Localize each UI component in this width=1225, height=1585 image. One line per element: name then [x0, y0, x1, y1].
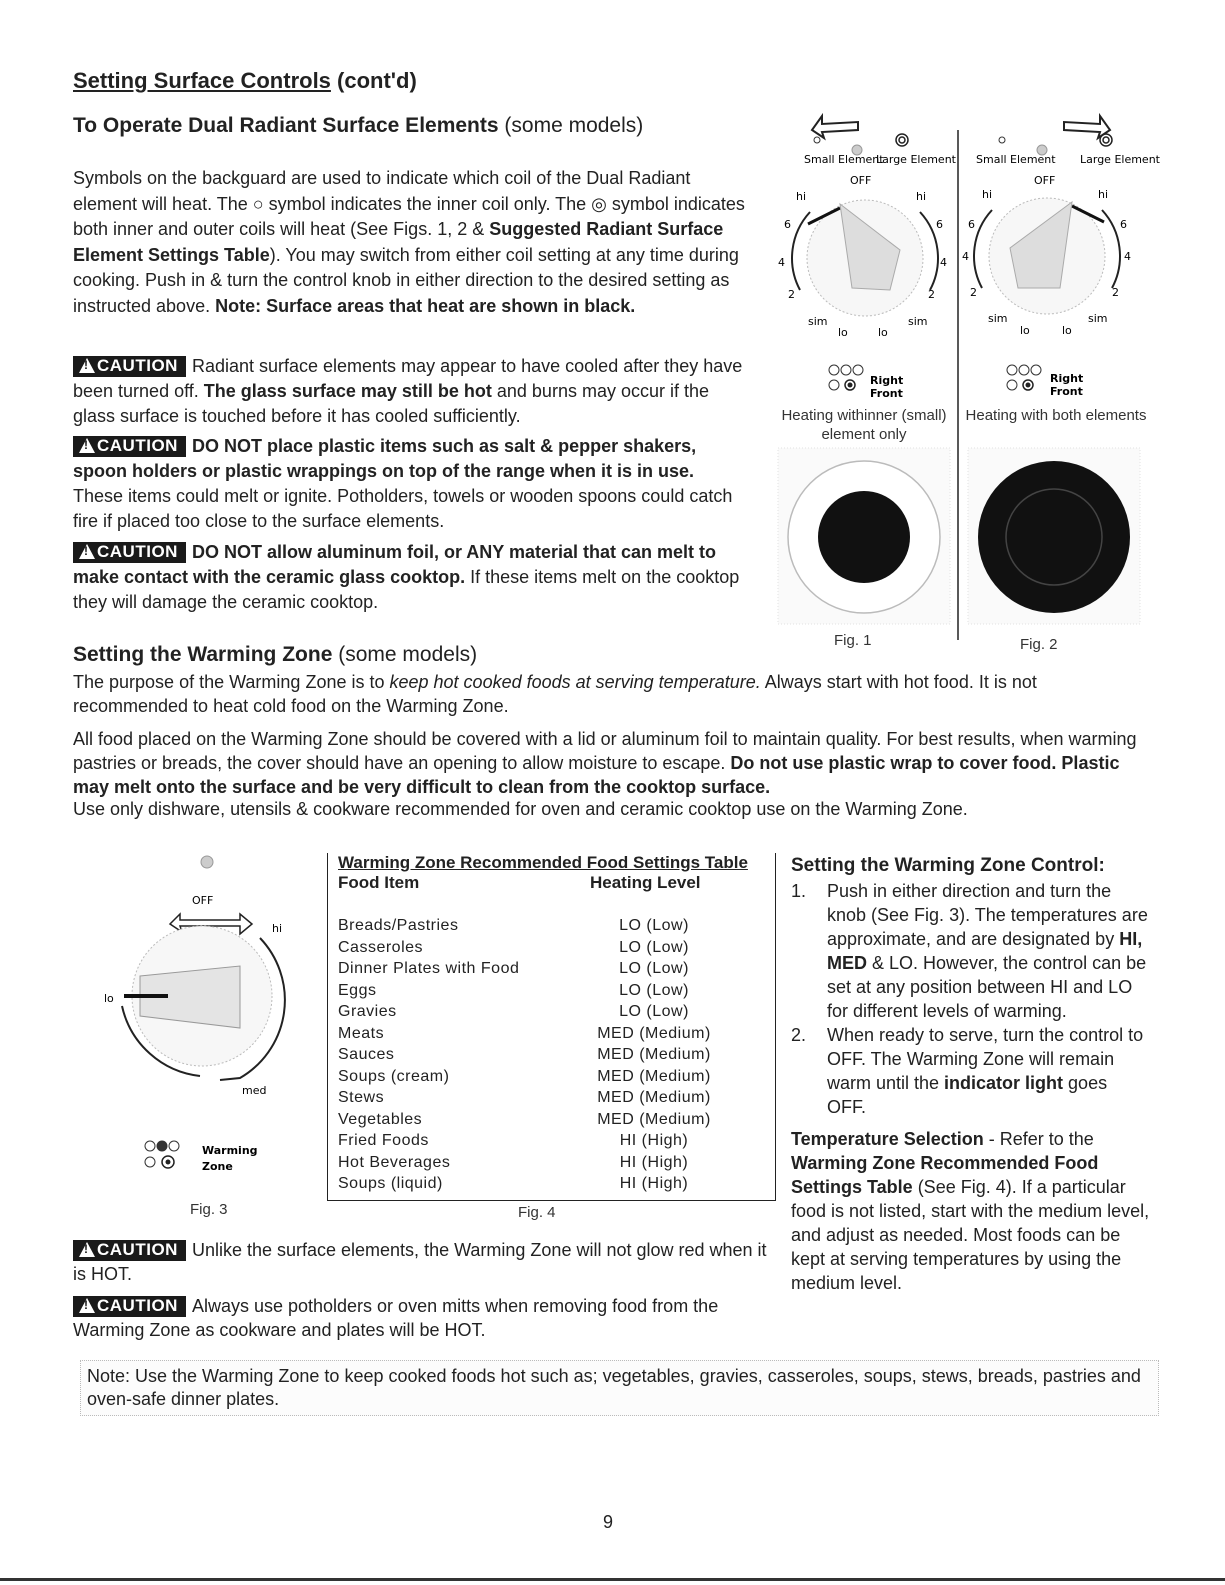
warming-label: Warming [202, 1144, 258, 1157]
small-label: Small Element [804, 153, 884, 166]
caution-badge: !CAUTION [73, 542, 186, 563]
two-left: 2 [788, 288, 795, 301]
fig2-both-coils [978, 461, 1130, 613]
warming-paragraph-1: The purpose of the Warming Zone is to keep hot cooked foods at serving temperature. Always start with hot food. It is not recommended to heat cold food on the Warming Zone. [73, 672, 1037, 716]
heating-level: HI (High) [619, 1153, 689, 1171]
heating-level: LO (Low) [619, 1003, 689, 1020]
hi-left: hi [796, 190, 807, 203]
dual-title-normal: (some models) [504, 114, 644, 137]
table-row [338, 937, 724, 959]
note-text: Note: Use the Warming Zone to keep cooked foods hot such as; vegetables, gravies, casseroles, soups, stews, breads, pastries and oven-safe dinner plates. [87, 1366, 1141, 1409]
table-row [338, 1130, 724, 1152]
left-arrow-icon [812, 116, 858, 138]
table-body [338, 915, 724, 1195]
small-label: Small Element [976, 153, 1056, 166]
warning-icon [79, 1298, 95, 1313]
table-title: Warming Zone Recommended Food Settings Table [338, 853, 748, 872]
table-row [338, 1001, 724, 1023]
fig2-label: Fig. 2 [1020, 636, 1058, 653]
table-row [338, 1066, 724, 1088]
heating-level: LO (Low) [619, 960, 689, 977]
off-label: OFF [850, 174, 872, 187]
large-label: Large Element [1080, 153, 1160, 166]
caution-5: !CAUTION Always use potholders or oven mitts when removing food from the Warming Zone as cookware and plates will be HOT. [73, 1294, 773, 1342]
fig2-caption: Heating with both elements [965, 407, 1147, 424]
six-left: 6 [784, 218, 791, 231]
front-label: Front [870, 387, 903, 400]
six-right: 6 [1120, 218, 1127, 231]
fig1-label: Fig. 1 [834, 632, 872, 649]
caution-3-bold: DO NOT allow aluminum foil, or ANY material that can melt to make contact with the ceramic glass cooktop. [73, 542, 717, 587]
heating-level: HI (High) [619, 1175, 689, 1192]
food-item: Gravies [338, 1003, 397, 1020]
dual-text-c: symbol indicates both inner and outer coils will heat (See Figs. 1, 2 & [73, 193, 745, 239]
two-left: 2 [970, 286, 977, 299]
food-item: Fried Foods [338, 1132, 429, 1149]
heating-level: MED (Medium) [597, 1110, 711, 1128]
lo-left: lo [1020, 324, 1030, 337]
med-label: med [242, 1084, 267, 1097]
off-label: OFF [192, 894, 214, 907]
food-item: Eggs [338, 981, 377, 999]
two-right: 2 [928, 288, 935, 301]
both-coils-icon [896, 134, 908, 146]
heating-level: LO (Low) [619, 981, 689, 999]
lo-right: lo [1062, 324, 1072, 337]
two-right: 2 [1112, 286, 1119, 299]
lo-label: lo [104, 992, 114, 1005]
lo-right: lo [878, 326, 888, 339]
section-heading [73, 68, 417, 94]
warming-paragraph-3: Use only dishware, utensils & cookware recommended for oven and ceramic cooktop use on the Warming Zone. [73, 799, 968, 819]
food-item: Soups (cream) [338, 1067, 450, 1085]
four-right: 4 [940, 256, 947, 269]
food-item: Meats [338, 1024, 385, 1042]
table-row [338, 1087, 724, 1109]
food-item: Sauces [338, 1046, 395, 1063]
table-row [338, 915, 724, 937]
dual-title-bold: To Operate Dual Radiant Surface Elements [73, 114, 499, 137]
caution-1-bold: The glass surface may still be hot [203, 381, 492, 401]
heating-level: MED (Medium) [597, 1046, 711, 1063]
dual-note: Note: Surface areas that heat are shown in black. [215, 295, 636, 316]
table-row [338, 1173, 724, 1195]
heating-level: HI (High) [619, 1132, 689, 1149]
both-coils-symbol: ◎ [591, 193, 607, 214]
caution-2-bold: DO NOT place plastic items such as salt & pepper shakers, spoon holders or plastic wrappings on top of the range when it is in use. [73, 436, 697, 481]
fig4-caption: Fig. 4 [518, 1204, 556, 1221]
section-suffix: (cont'd) [337, 68, 417, 93]
inner-coil-symbol: ○ [252, 193, 264, 214]
food-item: Dinner Plates with Food [338, 960, 520, 977]
warming-title [73, 643, 477, 667]
note-box [80, 1360, 1159, 1416]
table-row [338, 1044, 724, 1066]
indicator-icon [201, 856, 213, 868]
inner-coil-icon [814, 137, 820, 143]
dual-title [73, 114, 643, 138]
fig1-caption: Heating withinner (small) element only [781, 407, 947, 443]
caution-3 [73, 540, 743, 615]
warming-title-bold: Setting the Warming Zone [73, 643, 333, 666]
warming-table [327, 853, 776, 1201]
fig1-inner-coil [818, 491, 910, 583]
step-2: 2. When ready to serve, turn the control to OFF. The Warming Zone will remain warm until the indicator light goes OFF. [791, 1025, 1144, 1117]
food-item: Soups (liquid) [338, 1175, 443, 1192]
bottom-rule [0, 1578, 1225, 1581]
table-row [338, 1023, 724, 1045]
warning-icon [79, 544, 95, 559]
hi-label: hi [272, 922, 283, 935]
food-item: Stews [338, 1089, 385, 1106]
caution-badge: !CAUTION [73, 1296, 186, 1317]
caution-2-text: These items could melt or ignite. Potholders, towels or wooden spoons could catch fire if placed too close to the surface elements. [73, 486, 733, 531]
fig3-dial [90, 848, 310, 1218]
control-instructions [791, 854, 1151, 1295]
heating-level: MED (Medium) [597, 1089, 711, 1106]
dual-text-bold: Suggested Radiant Surface Element Settings Table [73, 219, 724, 265]
front-label: Front [1050, 385, 1083, 398]
temperature-selection: Temperature Selection - Refer to the Warming Zone Recommended Food Settings Table (See Fig. 4). If a particular food is not listed, start with the medium level, and adjust as needed. Most foods can be kept at serving temperatures by using the medium level. [791, 1129, 1150, 1293]
warning-icon [79, 1242, 95, 1257]
table-row [338, 980, 724, 1002]
caution-badge: !CAUTION [73, 356, 186, 377]
table-row [338, 1152, 724, 1174]
control-title: Setting the Warming Zone Control: [791, 855, 1105, 876]
lo-left: lo [838, 326, 848, 339]
four-right: 4 [1124, 250, 1131, 263]
dual-text-d: ). You may switch from either coil setting at any time during cooking. Push in & turn the control knob in either direction to the desired setting as instructed above. [73, 244, 739, 316]
section-title: Setting Surface Controls [73, 68, 331, 93]
dual-paragraph [73, 166, 748, 319]
warming-title-normal: (some models) [338, 643, 478, 666]
four-left: 4 [962, 250, 969, 263]
fig1-dial [778, 116, 957, 400]
off-label: OFF [1034, 174, 1056, 187]
heating-level: MED (Medium) [597, 1067, 711, 1085]
caution-1-text-2: and burns may occur if the glass surface is touched before it has cooled sufficiently. [73, 381, 709, 426]
warning-icon [79, 438, 95, 453]
fig2-dial [962, 116, 1161, 398]
hi-right: hi [916, 190, 927, 203]
heating-level: LO (Low) [619, 938, 689, 956]
caution-4: !CAUTION Unlike the surface elements, the Warming Zone will not glow red when it is HOT. [73, 1238, 773, 1286]
caution-1 [73, 354, 743, 429]
table-header [328, 873, 775, 893]
caution-badge: !CAUTION [73, 1240, 186, 1261]
caution-3-text: If these items melt on the cooktop they will damage the ceramic cooktop. [73, 567, 740, 612]
zone-label: Zone [202, 1160, 233, 1173]
four-left: 4 [778, 256, 785, 269]
right-label: Right [1050, 372, 1084, 385]
dual-text-a: Symbols on the backguard are used to indicate which coil of the Dual Radiant element will heat. The [73, 168, 691, 214]
caution-2 [73, 434, 743, 534]
sim-right: sim [908, 315, 928, 328]
page-number: 9 [603, 1512, 614, 1532]
food-item: Casseroles [338, 938, 424, 956]
sim-right: sim [1088, 312, 1108, 325]
dual-text-b: symbol indicates the inner coil only. The [263, 193, 592, 214]
fig3-caption: Fig. 3 [190, 1201, 228, 1218]
six-left: 6 [968, 218, 975, 231]
six-right: 6 [936, 218, 943, 231]
table-row [338, 1109, 724, 1131]
col-level: Heating Level [590, 873, 701, 892]
caution-badge: !CAUTION [73, 436, 186, 457]
col-food: Food Item [338, 873, 420, 892]
table-row [338, 958, 724, 980]
food-item: Vegetables [338, 1110, 423, 1128]
warning-icon [79, 358, 95, 373]
step-1: 1. Push in either direction and turn the knob (See Fig. 3). The temperatures are approximate, and are designated by HI, MED & LO. However, the control can be set at any position between HI and LO for different levels of warming. [791, 881, 1148, 1021]
warming-paragraph-2: All food placed on the Warming Zone should be covered with a lid or aluminum foil to maintain quality. For best results, when warming pastries or breads, the cover should have an opening to allow moisture to escape. Do not use plastic wrap to cover food. Plastic may melt onto the surface and be very difficult to clean from the cooktop surface. [73, 729, 1137, 797]
sim-left: sim [808, 315, 828, 328]
large-label: Large Element [876, 153, 956, 166]
caution-1-text: Radiant surface elements may appear to have cooled after they have been turned off. [73, 356, 743, 401]
heating-level: MED (Medium) [597, 1024, 711, 1042]
food-item: Breads/Pastries [338, 917, 459, 934]
hi-left: hi [982, 188, 993, 201]
sim-left: sim [988, 312, 1008, 325]
hi-right: hi [1098, 188, 1109, 201]
figures-1-2 [770, 100, 1160, 660]
right-label: Right [870, 374, 904, 387]
heating-level: LO (Low) [619, 917, 689, 934]
food-item: Hot Beverages [338, 1153, 451, 1171]
